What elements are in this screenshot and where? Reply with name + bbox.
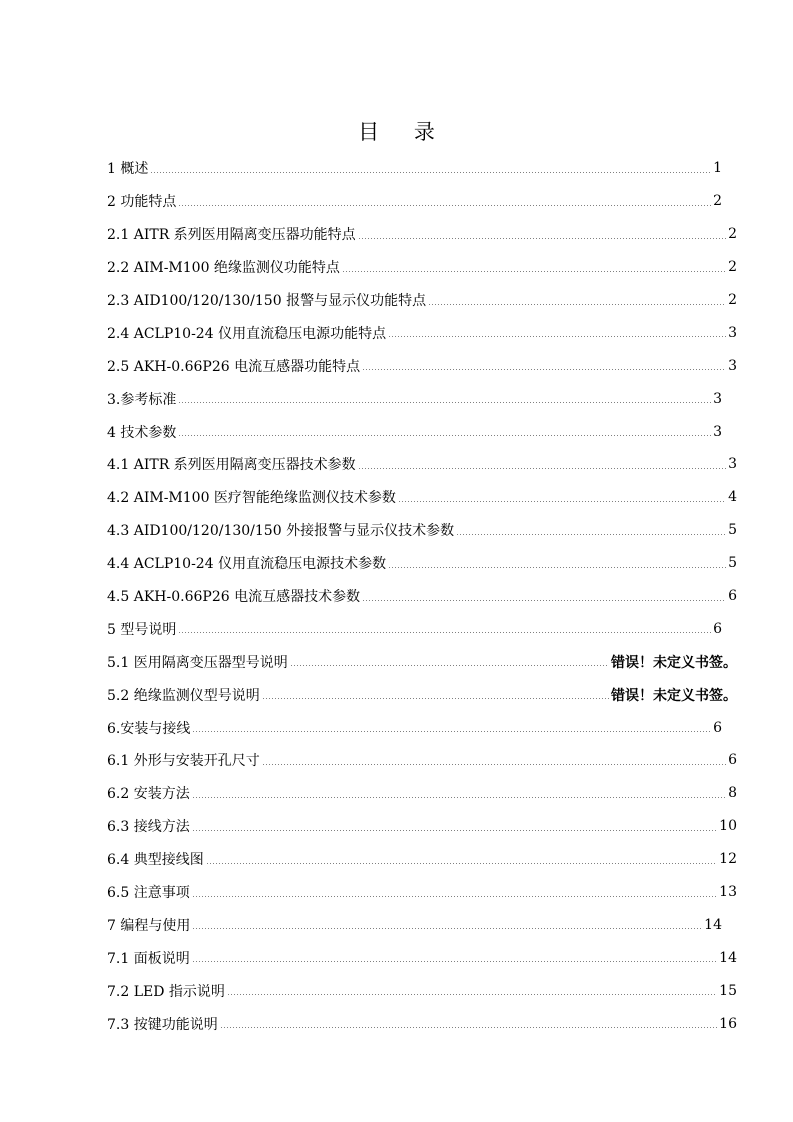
toc-entry-label: 6.1 外形与安装开孔尺寸: [107, 753, 260, 770]
toc-entry[interactable]: [107, 810, 737, 843]
table-of-contents: [107, 152, 737, 1040]
dot-leader: [192, 928, 702, 929]
toc-entry[interactable]: [107, 218, 737, 251]
toc-page-number: 8: [728, 785, 737, 802]
toc-entry-label: 2.5 AKH-0.66P26 电流互感器功能特点: [107, 358, 361, 375]
toc-entry[interactable]: [107, 678, 737, 711]
toc-entry-label: 4.1 AITR 系列医用隔离变压器技术参数: [107, 457, 356, 474]
toc-entry[interactable]: [107, 744, 737, 777]
toc-entry-label: 2.4 ACLP10-24 仪用直流稳压电源功能特点: [107, 325, 387, 342]
toc-page-number: 3: [713, 390, 722, 407]
toc-entry[interactable]: [107, 349, 737, 382]
toc-entry[interactable]: [107, 152, 722, 185]
dot-leader: [388, 567, 726, 568]
dot-leader: [178, 435, 711, 436]
toc-page-number: 5: [728, 555, 737, 572]
toc-entry-label: 7.3 按键功能说明: [107, 1016, 218, 1033]
toc-entry[interactable]: [107, 711, 722, 744]
toc-entry[interactable]: [107, 876, 737, 909]
toc-entry-label: 2.3 AID100/120/130/150 报警与显示仪功能特点: [107, 293, 427, 309]
toc-entry-label: 4.5 AKH-0.66P26 电流互感器技术参数: [107, 589, 361, 606]
toc-entry-label: 5.1 医用隔离变压器型号说明: [107, 654, 288, 671]
toc-entry-label: 2.1 AITR 系列医用隔离变压器功能特点: [107, 227, 356, 244]
toc-entry-label: 6.4 典型接线图: [107, 852, 204, 869]
toc-entry[interactable]: [107, 185, 722, 218]
dot-leader: [262, 764, 726, 765]
toc-page-number: 14: [704, 916, 722, 933]
toc-error-text: 错误！未定义书签。: [611, 654, 737, 671]
toc-entry[interactable]: [107, 284, 737, 317]
dot-leader: [192, 830, 717, 831]
toc-page-number: 3: [728, 456, 737, 473]
dot-leader: [290, 665, 609, 666]
dot-leader: [362, 600, 726, 601]
toc-page-number: 6: [713, 719, 722, 736]
dot-leader: [456, 534, 726, 535]
toc-page-number: 15: [719, 982, 737, 999]
dot-leader: [150, 172, 711, 173]
dot-leader: [227, 994, 717, 995]
toc-entry[interactable]: [107, 382, 722, 415]
dot-leader: [178, 205, 711, 206]
toc-error-text: 错误！未定义书签。: [611, 687, 737, 704]
toc-entry[interactable]: [107, 1007, 737, 1040]
toc-entry[interactable]: [107, 612, 722, 645]
toc-entry-label: 4.3 AID100/120/130/150 外接报警与显示仪技术参数: [107, 523, 455, 540]
toc-page-number: 2: [713, 193, 722, 210]
toc-page-number: 6: [713, 620, 722, 637]
toc-entry-label: 5 型号说明: [107, 621, 177, 638]
toc-entry[interactable]: [107, 777, 737, 810]
toc-entry-label: 7.1 面板说明: [107, 950, 190, 967]
dot-leader: [192, 797, 726, 798]
toc-entry[interactable]: [107, 645, 737, 678]
toc-page-number: 16: [719, 1015, 737, 1032]
toc-entry-label: 2 功能特点: [107, 194, 177, 211]
dot-leader: [178, 402, 711, 403]
toc-page-number: 13: [719, 884, 737, 901]
toc-entry-label: 7.2 LED 指示说明: [107, 983, 225, 1000]
toc-page-number: 6: [728, 588, 737, 605]
dot-leader: [206, 863, 717, 864]
toc-page-number: 2: [728, 226, 737, 243]
dot-leader: [398, 501, 726, 502]
toc-entry-label: 4 技术参数: [107, 424, 177, 441]
toc-entry[interactable]: [107, 448, 737, 481]
toc-page-number: 4: [728, 489, 737, 506]
toc-entry-label: 7 编程与使用: [107, 917, 191, 934]
toc-page-number: 3: [728, 357, 737, 374]
toc-page-number: 14: [719, 949, 737, 966]
toc-entry[interactable]: [107, 580, 737, 613]
dot-leader: [358, 238, 726, 239]
toc-entry[interactable]: [107, 908, 722, 941]
toc-entry-label: 1 概述: [107, 161, 149, 178]
toc-entry-label: 4.2 AIM-M100 医疗智能绝缘监测仪技术参数: [107, 490, 396, 507]
toc-page-number: 6: [728, 752, 737, 769]
toc-entry-label: 4.4 ACLP10-24 仪用直流稳压电源技术参数: [107, 556, 387, 573]
toc-entry[interactable]: [107, 251, 737, 284]
dot-leader: [262, 698, 609, 699]
dot-leader: [192, 731, 711, 732]
toc-entry[interactable]: [107, 316, 737, 349]
dot-leader: [192, 896, 717, 897]
dot-leader: [362, 369, 726, 370]
toc-entry[interactable]: [107, 941, 737, 974]
toc-entry-label: 5.2 绝缘监测仪型号说明: [107, 687, 260, 704]
toc-entry[interactable]: [107, 547, 737, 580]
dot-leader: [220, 1027, 717, 1028]
toc-entry-label: 3.参考标准: [107, 391, 177, 408]
dot-leader: [342, 271, 726, 272]
toc-page-number: 3: [728, 324, 737, 341]
toc-entry-label: 6.3 接线方法: [107, 819, 190, 836]
dot-leader: [358, 468, 726, 469]
toc-entry[interactable]: [107, 974, 737, 1007]
toc-page-number: 2: [728, 292, 737, 308]
toc-entry[interactable]: [107, 843, 737, 876]
dot-leader: [388, 336, 726, 337]
toc-page-number: 12: [719, 851, 737, 868]
toc-page-number: 2: [728, 259, 737, 276]
toc-page-number: 1: [713, 160, 722, 177]
toc-page-number: 10: [719, 818, 737, 835]
toc-entry-label: 6.安装与接线: [107, 720, 191, 737]
toc-page-number: 5: [728, 522, 737, 539]
dot-leader: [192, 961, 717, 962]
toc-entry-label: 6.5 注意事项: [107, 885, 190, 902]
toc-entry-label: 2.2 AIM-M100 绝缘监测仪功能特点: [107, 260, 340, 277]
dot-leader: [178, 632, 711, 633]
toc-entry[interactable]: [107, 514, 737, 547]
toc-entry[interactable]: [107, 481, 737, 514]
toc-entry[interactable]: [107, 415, 722, 448]
dot-leader: [428, 304, 726, 305]
page-title: 目 录: [358, 120, 449, 144]
toc-page-number: 3: [713, 423, 722, 440]
toc-entry-label: 6.2 安装方法: [107, 786, 190, 803]
